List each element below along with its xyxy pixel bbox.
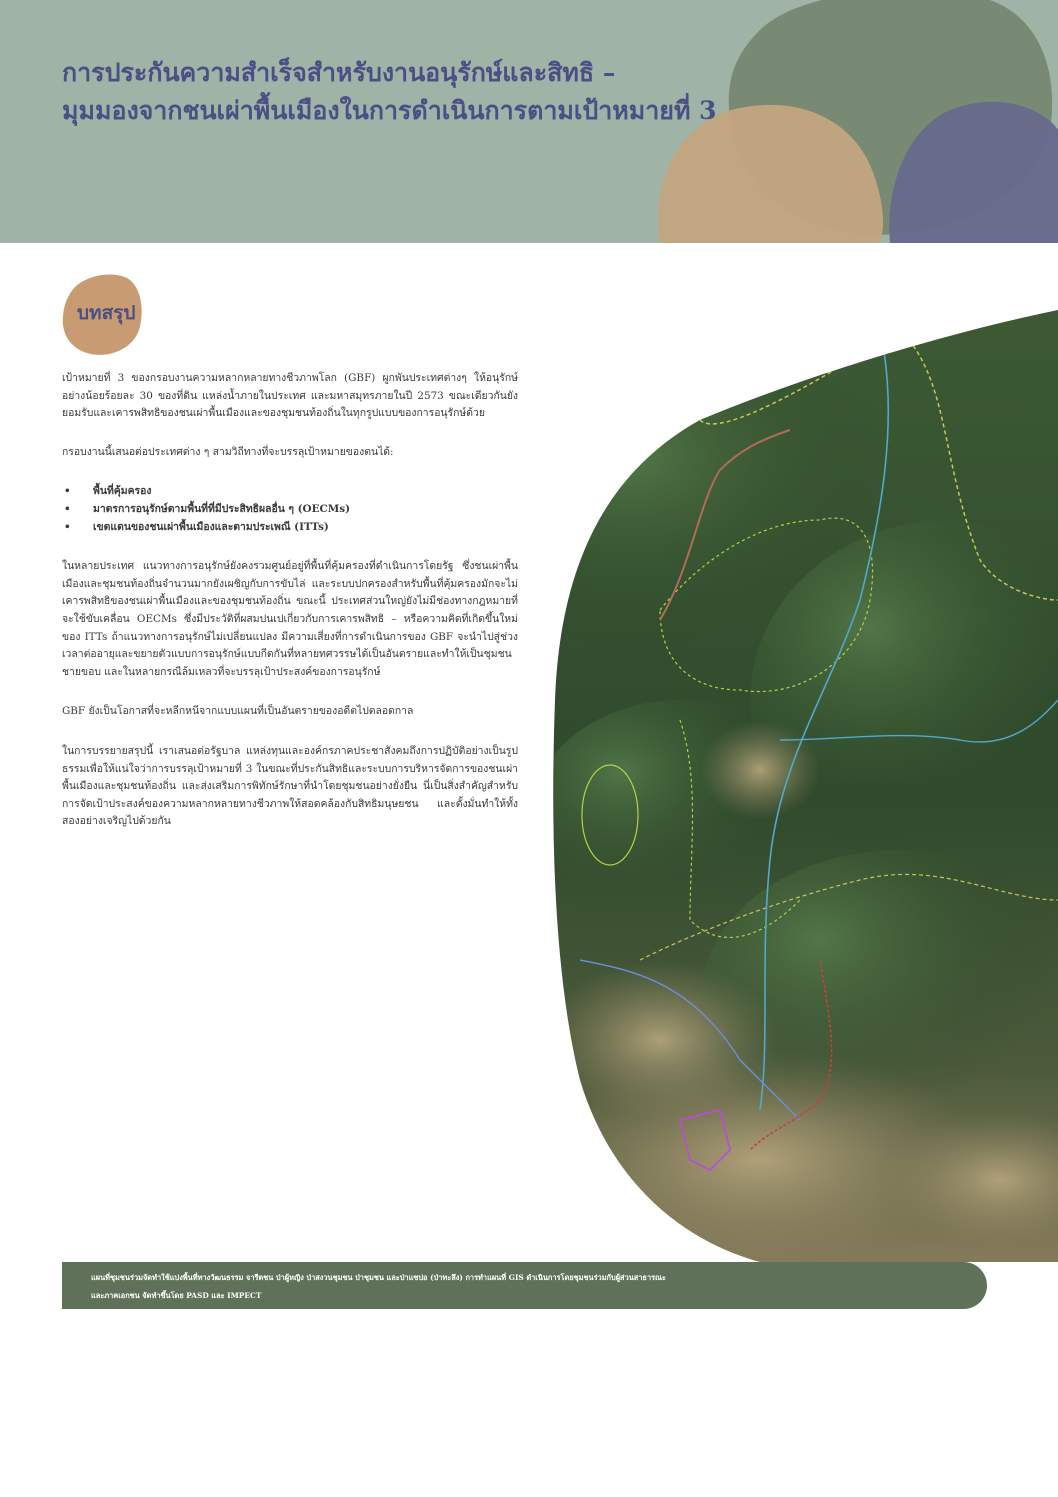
paragraph-intro: เป้าหมายที่ 3 ของกรอบงานความหลากหลายทางชีวภาพโลก (GBF) ผูกพันประเทศต่างๆ ให้อนุรักษ์อย่างน้อยร้อยละ 30 ของที่ดิน แหล่งน้ำภายในประเทศ และมหาสมุทรภายในปี 2573 ขณะเดียวกันยังยอมรับและเคารพสิทธิของชนเผ่าพื้นเมืองและของชุมชนท้องถิ่นในทุกรูปแบบของการอนุรักษ์ด้วย [62, 372, 518, 420]
paragraph-context: ในหลายประเทศ แนวทางการอนุรักษ์ยังคงรวมศูนย์อยู่ที่พื้นที่คุ้มครองที่ดำเนินการโดยรัฐ ซึ่งชนเผ่าพื้นเมืองและชุมชนท้องถิ่นจำนวนมากยังเผชิญกับการขับไล่ และระบบปกครองสำหรับพื้นที่คุ้มครองมักจะไม่เคารพสิทธิของชนเผ่าพื้นเมืองและของชุมชนท้องถิ่น ขณะนี้ ประเทศส่วนใหญ่ยังไม่มีช่องทางกฎหมายที่จะใช้ขับเคลื่อน OECMs ซึ่งมีประวัติที่ผสมปนเปเกี่ยวกับการเคารพสิทธิ – หรือความคิดที่เกิดขึ้นใหม่ของ ITTs ถ้าแนวทางการอนุรักษ์ไม่เปลี่ยนแปลง มีความเสี่ยงที่การดำเนินการของ GBF จะนำไปสู่ช่วงเวลาต่ออายุและขยายตัวแบบการอนุรักษ์แบบกีดกันที่หลายทศวรรษได้เป็นอันตรายและทำให้เป็นชุมชนชายขอบ และในหลายกรณีล้มเหลวที่จะบรรลุเป้าประสงค์ของการอนุรักษ์ [62, 560, 518, 678]
list-item: • เขตแดนของชนเผ่าพื้นเมืองและตามประเพณี (ITTs) [62, 519, 518, 537]
caption-line-1: แผนที่ชุมชนร่วมจัดทำใช้แบ่งพื้นที่ทางวัฒนธรรม จารีตชน ป่าผู้หญิง ป่าสงวนชุมชน ป่าชุมชน และป่าแซปอ (ป่าทะลึง) การทำแผนที่ GIS ดำเนินการโดยชุมชนร่วมกับผู้ส่วนสาธารณะ [91, 1273, 666, 1282]
paragraph-pathways: กรอบงานนี้เสนอต่อประเทศต่าง ๆ สามวิถีทางที่จะบรรลุเป้าหมายของตนได้: [62, 445, 394, 458]
section-heading: บทสรุป [77, 302, 136, 324]
list-item: • พื้นที่คุ้มครอง [62, 483, 518, 501]
title-line-1: การประกันความสำเร็จสำหรับงานอนุรักษ์และสิทธิ – [62, 58, 616, 87]
title-line-2: มุมมองจากชนเผ่าพื้นเมืองในการดำเนินการตามเป้าหมายที่ 3 [62, 96, 717, 125]
paragraph-recommendation: ในการบรรยายสรุปนี้ เราเสนอต่อรัฐบาล แหล่งทุนและองค์กรภาคประชาสังคมถึงการปฏิบัติอย่างเป็นรูปธรรมเพื่อให้แน่ใจว่าการบรรลุเป้าหมายที่ 3 ในขณะที่ประกันสิทธิและระบบการบริหารจัดการของชนเผ่าพื้นเมืองและชุมชนท้องถิ่น และส่งเสริมการพิทักษ์รักษาที่นำโดยชุมชนอย่างยั่งยืน นี่เป็นสิ่งสำคัญสำหรับการจัดเป้าประสงค์ของความหลากหลายทางชีวภาพให้สอดคล้องกับสิทธิมนุษยชน และตั้งมั่นทำให้ทั้งสองอย่างเจริญไปด้วยกัน [62, 744, 518, 828]
list-item: • มาตรการอนุรักษ์ตามพื้นที่ที่มีประสิทธิผลอื่น ๆ (OECMs) [62, 501, 518, 519]
map-caption [91, 1269, 971, 1305]
paragraph-opportunity: GBF ยังเป็นโอกาสที่จะหลีกหนีจากแบบแผนที่เป็นอันตรายของอดีตไปตลอดกาล [62, 705, 414, 718]
caption-line-2: และภาคเอกชน จัดทำขึ้นโดย PASD และ IMPECT [91, 1291, 262, 1300]
pathway-list [62, 483, 518, 536]
summary-body [62, 370, 518, 831]
